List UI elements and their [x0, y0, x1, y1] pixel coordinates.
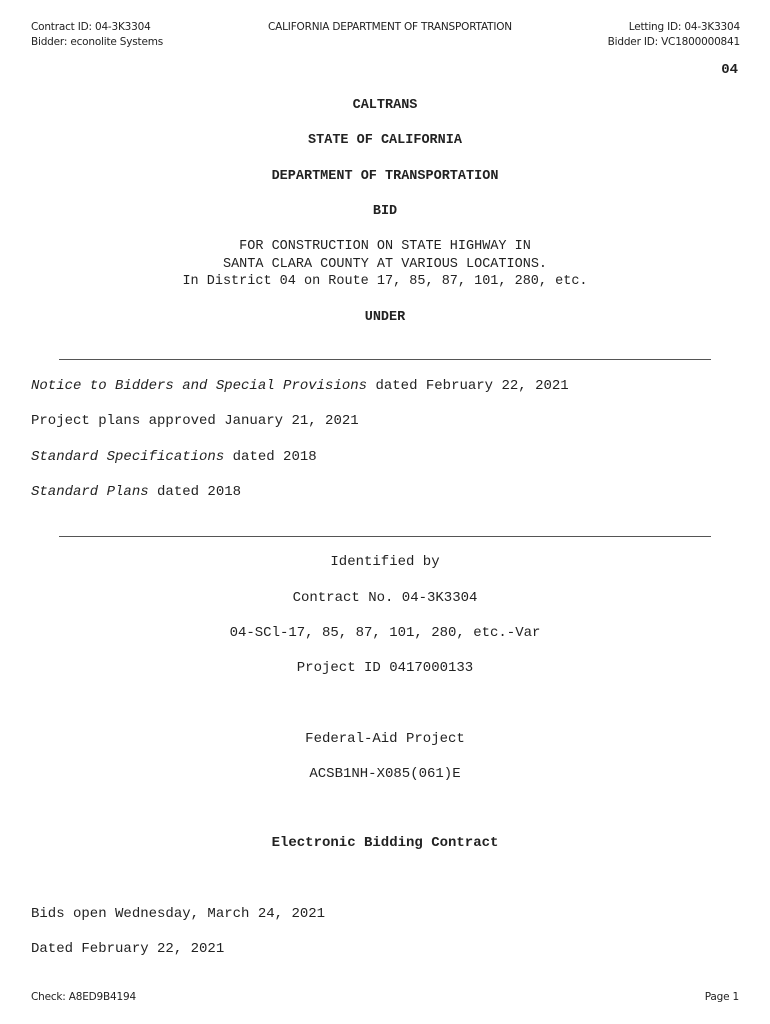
title-bid: BID — [372, 204, 398, 219]
letting-id: Letting ID: 04-3K3304 — [628, 21, 740, 33]
bids-open: Bids open Wednesday, March 24, 2021 — [31, 906, 326, 922]
divider-top — [59, 359, 711, 360]
route-code: 04-SCl-17, 85, 87, 101, 280, etc.-Var — [229, 625, 541, 641]
construction-line-2: SANTA CLARA COUNTY AT VARIOUS LOCATIONS. — [222, 257, 548, 272]
contract-no: Contract No. 04-3K3304 — [292, 590, 478, 606]
dated-line: Dated February 22, 2021 — [31, 941, 225, 957]
specs-title: Standard Specifications — [31, 449, 225, 465]
contract-id: Contract ID: 04-3K3304 — [31, 21, 151, 33]
bidder-name: Bidder: econolite Systems — [31, 36, 164, 48]
title-department: DEPARTMENT OF TRANSPORTATION — [271, 169, 499, 184]
bidder-id: Bidder ID: VC1800000841 — [607, 36, 740, 48]
district-number: 04 — [721, 62, 738, 78]
page-number: Page 1 — [704, 991, 739, 1003]
contract-type: Electronic Bidding Contract — [271, 835, 499, 851]
project-id: Project ID 0417000133 — [296, 660, 474, 676]
notice-date: dated February 22, 2021 — [367, 378, 569, 394]
std-plans-line — [31, 484, 241, 500]
notice-title: Notice to Bidders and Special Provisions — [31, 378, 368, 394]
title-state: STATE OF CALIFORNIA — [308, 133, 462, 148]
specs-line — [31, 449, 317, 465]
under-label: UNDER — [364, 310, 406, 325]
std-plans-date: dated 2018 — [148, 484, 242, 500]
divider-bottom — [59, 536, 711, 537]
header-right — [608, 20, 740, 50]
title-caltrans: CALTRANS — [352, 98, 418, 113]
construction-line-1: FOR CONSTRUCTION ON STATE HIGHWAY IN — [239, 239, 531, 254]
notice-line — [31, 378, 569, 394]
federal-aid-label: Federal-Aid Project — [305, 731, 465, 747]
identified-by: Identified by — [330, 554, 440, 570]
header-department: CALIFORNIA DEPARTMENT OF TRANSPORTATION — [268, 21, 512, 33]
check-code: Check: A8ED9B4194 — [31, 991, 136, 1003]
construction-line-3: In District 04 on Route 17, 85, 87, 101, 280, etc. — [182, 274, 588, 289]
federal-aid-code: ACSB1NH-X085(061)E — [309, 766, 461, 782]
std-plans-title: Standard Plans — [31, 484, 149, 500]
specs-date: dated 2018 — [224, 449, 317, 465]
plans-line: Project plans approved January 21, 2021 — [31, 413, 359, 429]
